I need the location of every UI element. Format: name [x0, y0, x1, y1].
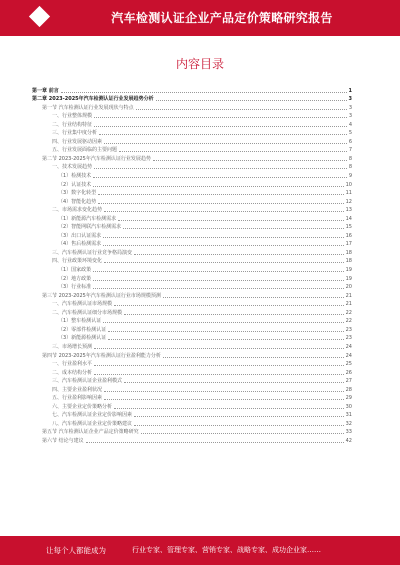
toc-entry-page: 22: [345, 309, 352, 316]
toc-entry-label: 四、行业发展驱动因素: [52, 138, 103, 145]
toc-entry-label: 三、汽车检测认证行业竞争格局演变: [52, 249, 133, 256]
toc-entry[interactable]: [32, 342, 352, 351]
toc-entry-label: 五、行业发展面临的主要问题: [52, 147, 118, 154]
toc-leader-dots: [94, 117, 347, 118]
toc-entry-label: 第五节 汽车检测认证企业产品定价策略研究: [42, 429, 139, 436]
toc-entry-page: 4: [348, 121, 352, 128]
footer-bar: [0, 536, 400, 565]
toc-entry[interactable]: [32, 103, 352, 112]
toc-leader-dots: [134, 425, 344, 426]
toc-entry-label: 二、市场需求变化趋势: [52, 207, 103, 214]
toc-entry[interactable]: [32, 334, 352, 343]
toc-leader-dots: [108, 339, 343, 340]
toc-leader-dots: [123, 228, 343, 229]
toc-entry-page: 19: [345, 275, 352, 282]
toc-list: [32, 86, 352, 445]
toc-leader-dots: [124, 382, 344, 383]
toc-entry-page: 29: [345, 395, 352, 402]
toc-entry-page: 8: [348, 155, 352, 162]
toc-entry-page: 15: [345, 224, 352, 231]
toc-entry-page: 32: [345, 420, 352, 427]
toc-leader-dots: [104, 211, 344, 212]
toc-entry-label: 二、成本结构分析: [52, 369, 93, 376]
toc-entry[interactable]: [32, 154, 352, 163]
toc-entry[interactable]: [32, 257, 352, 266]
toc-entry[interactable]: [32, 283, 352, 292]
toc-leader-dots: [93, 288, 343, 289]
toc-entry-label: 一、行业盈利水平: [52, 361, 93, 368]
toc-entry-label: 三、行业集中度分析: [52, 130, 98, 137]
toc-leader-dots: [93, 186, 343, 187]
toc-entry[interactable]: [32, 231, 352, 240]
toc-entry-page: 3: [348, 96, 352, 103]
report-title: 汽车检测认证企业产品定价策略研究报告: [111, 11, 333, 25]
toc-entry-page: 10: [345, 181, 352, 188]
toc-entry[interactable]: [32, 223, 352, 232]
toc-entry-page: 24: [345, 352, 352, 359]
toc-title: 内容目录: [175, 57, 224, 71]
toc-entry-label: （2）认证技术: [58, 181, 92, 188]
toc-entry[interactable]: [32, 146, 352, 155]
toc-entry-page: 21: [345, 301, 352, 308]
toc-entry[interactable]: [32, 86, 352, 95]
toc-entry[interactable]: [32, 377, 352, 386]
toc-leader-dots: [118, 220, 343, 221]
toc-entry[interactable]: [32, 428, 352, 437]
toc-leader-dots: [114, 408, 344, 409]
toc-entry-page: 26: [345, 369, 352, 376]
toc-leader-dots: [103, 237, 343, 238]
toc-entry[interactable]: [32, 385, 352, 394]
toc-entry-page: 6: [348, 138, 352, 145]
toc-entry[interactable]: [32, 419, 352, 428]
toc-entry-label: 四、主要企业盈利状况: [52, 386, 103, 393]
toc-leader-dots: [94, 348, 344, 349]
toc-entry-page: 33: [345, 429, 352, 436]
toc-entry-label: 第一章 前言: [32, 87, 59, 94]
toc-entry-page: 27: [345, 378, 352, 385]
toc-leader-dots: [141, 433, 344, 434]
toc-entry-label: （1）国家政策: [58, 267, 92, 274]
toc-entry-page: 22: [345, 318, 352, 325]
toc-leader-dots: [94, 126, 347, 127]
toc-entry-label: 第六节 结论与建议: [42, 437, 84, 444]
toc-leader-dots: [94, 168, 347, 169]
toc-entry-label: 第一节 汽车检测认证行业发展现状与特点: [42, 104, 134, 111]
toc-leader-dots: [99, 134, 347, 135]
toc-leader-dots: [103, 322, 343, 323]
toc-entry-page: 30: [345, 403, 352, 410]
toc-entry-label: （2）零部件检测认证: [58, 326, 107, 333]
toc-entry-label: 二、行业结构特征: [52, 121, 93, 128]
toc-leader-dots: [114, 305, 344, 306]
brand-diamond-icon: [29, 6, 50, 27]
toc-entry-label: 五、行业盈利影响因素: [52, 395, 103, 402]
toc-entry-page: 19: [345, 267, 352, 274]
toc-leader-dots: [93, 280, 343, 281]
toc-entry-label: 第四节 2023-2025年汽车检测认证行业盈利能力分析: [42, 352, 161, 359]
toc-entry-page: 17: [345, 241, 352, 248]
toc-leader-dots: [98, 194, 343, 195]
toc-entry-page: 5: [348, 130, 352, 137]
toc-entry[interactable]: [32, 171, 352, 180]
toc-entry-page: 14: [345, 215, 352, 222]
toc-entry[interactable]: [32, 112, 352, 121]
toc-leader-dots: [94, 365, 344, 366]
toc-entry-page: 8: [348, 164, 352, 171]
toc-entry[interactable]: [32, 351, 352, 360]
toc-leader-dots: [104, 391, 344, 392]
toc-entry[interactable]: [32, 189, 352, 198]
toc-entry-page: 18: [345, 258, 352, 265]
toc-entry[interactable]: [32, 214, 352, 223]
toc-leader-dots: [108, 331, 343, 332]
toc-leader-dots: [98, 203, 343, 204]
toc-entry-page: 42: [345, 437, 352, 444]
toc-leader-dots: [103, 245, 343, 246]
toc-entry-page: 21: [345, 292, 352, 299]
toc-entry-label: 六、主要企业定价策略分析: [52, 403, 113, 410]
toc-entry-label: （3）出口认证需求: [58, 232, 102, 239]
toc-leader-dots: [163, 357, 344, 358]
toc-entry-label: 一、技术发展趋势: [52, 164, 93, 171]
toc-leader-dots: [134, 416, 344, 417]
toc-entry-label: （3）行业标准: [58, 284, 92, 291]
toc-entry-page: 24: [345, 343, 352, 350]
toc-entry[interactable]: [32, 206, 352, 215]
toc-leader-dots: [93, 271, 343, 272]
toc-entry-label: （1）检测技术: [58, 173, 92, 180]
toc-entry[interactable]: [32, 308, 352, 317]
toc-entry-label: （2）地方政策: [58, 275, 92, 282]
toc-entry-label: 四、行业政策环境变化: [52, 258, 103, 265]
toc-entry[interactable]: [32, 394, 352, 403]
toc-entry[interactable]: [32, 137, 352, 146]
toc-entry-page: 23: [345, 335, 352, 342]
toc-entry[interactable]: [32, 129, 352, 138]
toc-entry-label: 第二章 2023-2025年汽车检测认证行业发展趋势分析: [32, 96, 154, 103]
toc-entry[interactable]: [32, 180, 352, 189]
toc-entry[interactable]: [32, 411, 352, 420]
toc-entry-label: （4）智能化趋势: [58, 198, 97, 205]
toc-entry-page: 7: [348, 147, 352, 154]
toc-entry-page: 25: [345, 361, 352, 368]
toc-entry[interactable]: [32, 95, 352, 104]
header-bar: [0, 0, 400, 36]
toc-entry-label: （4）售后检测需求: [58, 241, 102, 248]
toc-entry-page: 20: [345, 284, 352, 291]
toc-entry-label: （3）数字化转型: [58, 190, 97, 197]
toc-leader-dots: [104, 143, 347, 144]
toc-entry-label: 七、汽车检测认证企业定价影响因素: [52, 412, 133, 419]
toc-leader-dots: [104, 262, 344, 263]
toc-entry-label: （2）智能网联汽车检测需求: [58, 224, 122, 231]
toc-leader-dots: [94, 374, 344, 375]
toc-entry-page: 18: [345, 249, 352, 256]
toc-entry-label: （1）新能源汽车检测需求: [58, 215, 117, 222]
toc-entry-page: 9: [348, 173, 352, 180]
toc-entry[interactable]: [32, 436, 352, 445]
toc-entry-label: 八、汽车检测认证企业定价策略建议: [52, 420, 133, 427]
toc-entry[interactable]: [32, 291, 352, 300]
toc-entry-label: 一、行业整体规模: [52, 113, 93, 120]
toc-entry-page: 23: [345, 326, 352, 333]
toc-entry[interactable]: [32, 274, 352, 283]
toc-leader-dots: [86, 442, 344, 443]
toc-entry-page: 1: [348, 87, 352, 94]
toc-leader-dots: [136, 109, 347, 110]
toc-entry-label: 三、市场增长预测: [52, 343, 93, 350]
toc-entry[interactable]: [32, 368, 352, 377]
toc-entry[interactable]: [32, 197, 352, 206]
toc-entry-page: 3: [348, 104, 352, 111]
toc-entry[interactable]: [32, 248, 352, 257]
toc-leader-dots: [134, 254, 344, 255]
toc-entry-page: 3: [348, 113, 352, 120]
toc-entry-label: （3）新能源检测认证: [58, 335, 107, 342]
toc-entry[interactable]: [32, 163, 352, 172]
toc-entry-page: 31: [345, 412, 352, 419]
toc-entry[interactable]: [32, 402, 352, 411]
toc-entry-page: 12: [345, 198, 352, 205]
toc-entry[interactable]: [32, 325, 352, 334]
toc-leader-dots: [156, 100, 347, 101]
toc-entry-label: 一、汽车检测认证市场规模: [52, 301, 113, 308]
toc-entry-label: 二、汽车检测认证细分市场规模: [52, 309, 123, 316]
footer-roles: 行业专家、管理专家、营销专家、战略专家、成功企业家……: [132, 546, 321, 554]
toc-entry[interactable]: [32, 240, 352, 249]
toc-leader-dots: [93, 177, 347, 178]
footer-slogan: 让每个人都能成为: [46, 546, 106, 555]
toc-leader-dots: [153, 160, 347, 161]
toc-entry-page: 13: [345, 207, 352, 214]
toc-entry[interactable]: [32, 360, 352, 369]
toc-entry-page: 11: [345, 190, 352, 197]
toc-entry-page: 16: [345, 232, 352, 239]
toc-entry[interactable]: [32, 120, 352, 129]
toc-leader-dots: [124, 314, 344, 315]
toc-entry[interactable]: [32, 300, 352, 309]
toc-leader-dots: [104, 399, 344, 400]
toc-entry-label: （1）整车检测认证: [58, 318, 102, 325]
toc-leader-dots: [163, 297, 344, 298]
toc-entry-page: 28: [345, 386, 352, 393]
toc-leader-dots: [119, 151, 347, 152]
toc-entry-label: 三、汽车检测认证企业盈利模式: [52, 378, 123, 385]
toc-entry-label: 第三节 2023-2025年汽车检测认证行业市场规模预测: [42, 292, 161, 299]
toc-leader-dots: [61, 92, 347, 93]
toc-entry-label: 第二节 2023-2025年汽车检测认证行业发展趋势: [42, 155, 151, 162]
toc-entry[interactable]: [32, 317, 352, 326]
toc-entry[interactable]: [32, 265, 352, 274]
